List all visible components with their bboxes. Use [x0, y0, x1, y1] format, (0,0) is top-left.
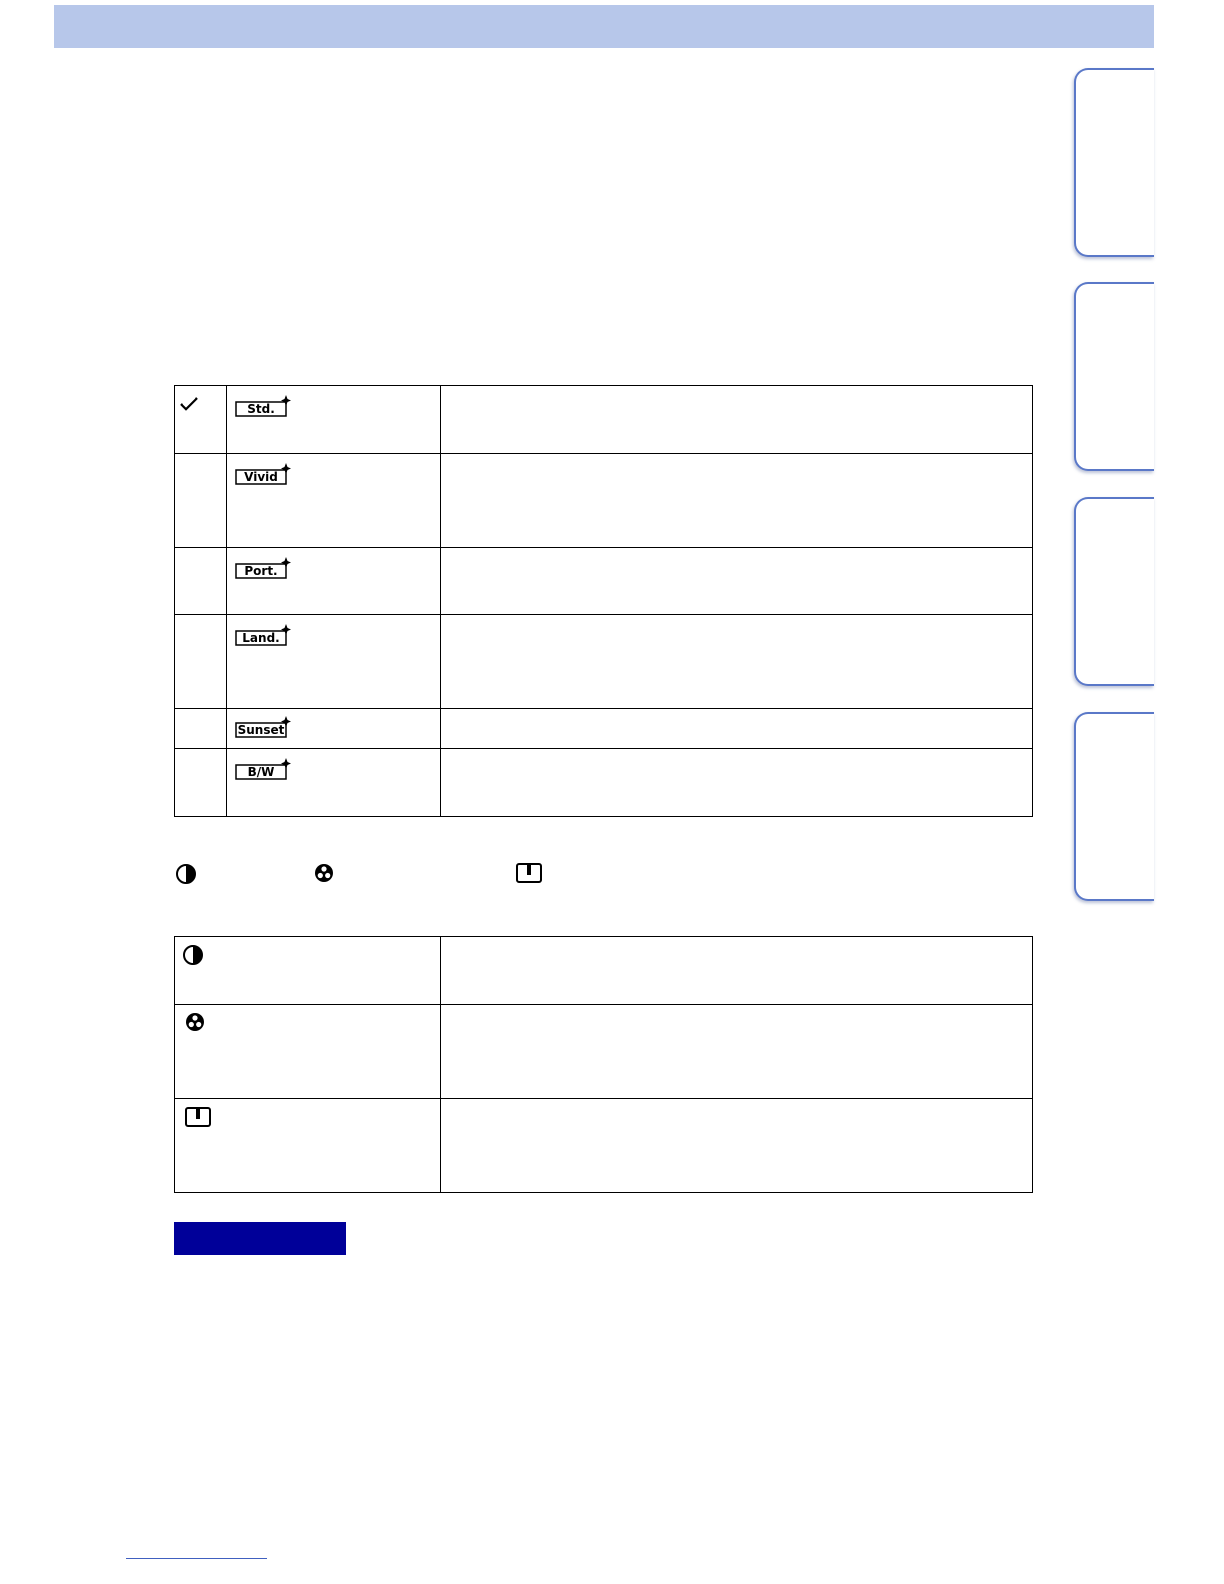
- selected-cell: [175, 386, 227, 454]
- portrait-style-icon: [235, 557, 295, 583]
- vivid-style-icon: [235, 463, 295, 489]
- sharpness-icon: [184, 1106, 212, 1128]
- creative-style-table: [174, 385, 1033, 817]
- adjustment-table: [174, 936, 1033, 1193]
- table-row: [175, 749, 1033, 817]
- selected-cell: [175, 548, 227, 615]
- description-cell: [441, 454, 1033, 548]
- note-label: [174, 1222, 346, 1255]
- side-tab-sample-photo[interactable]: [1074, 282, 1154, 471]
- selected-cell: [175, 749, 227, 817]
- std-style-icon: [235, 395, 295, 421]
- adjust-icon-cell: [175, 1099, 441, 1193]
- description-cell: [441, 386, 1033, 454]
- description-cell: [441, 937, 1033, 1005]
- style-icon-cell: [227, 709, 441, 749]
- landscape-style-icon: [235, 624, 295, 650]
- description-cell: [441, 749, 1033, 817]
- description-cell: [441, 709, 1033, 749]
- table-row: [175, 548, 1033, 615]
- table-row: [175, 1099, 1033, 1193]
- description-cell: [441, 548, 1033, 615]
- sunset-style-icon: [235, 716, 295, 742]
- description-cell: [441, 615, 1033, 709]
- adjust-icon-cell: [175, 1005, 441, 1099]
- table-row: [175, 615, 1033, 709]
- sharpness-icon: [515, 862, 543, 884]
- side-tab-menu[interactable]: [1074, 497, 1154, 686]
- table-row: [175, 454, 1033, 548]
- contrast-icon: [182, 944, 204, 966]
- description-cell: [441, 1099, 1033, 1193]
- selected-cell: [175, 709, 227, 749]
- black-white-style-icon: [235, 758, 295, 784]
- style-icon-cell: [227, 615, 441, 709]
- saturation-icon: [314, 863, 334, 883]
- side-tab-table-of-contents[interactable]: [1074, 68, 1154, 257]
- page-header-bar: [54, 5, 1154, 48]
- check-icon: [179, 396, 199, 412]
- description-cell: [441, 1005, 1033, 1099]
- svg-text:Std.: Std.: [247, 402, 275, 416]
- side-tab-index[interactable]: [1074, 712, 1154, 901]
- contrast-icon: [175, 863, 197, 885]
- table-row: [175, 386, 1033, 454]
- svg-text:Vivid: Vivid: [244, 470, 278, 484]
- table-row: [175, 937, 1033, 1005]
- style-icon-cell: [227, 386, 441, 454]
- selected-cell: [175, 615, 227, 709]
- adjust-icon-cell: [175, 937, 441, 1005]
- svg-text:B/W: B/W: [247, 765, 275, 779]
- style-icon-cell: [227, 749, 441, 817]
- svg-text:Port.: Port.: [244, 564, 278, 578]
- table-row: [175, 1005, 1033, 1099]
- table-row: [175, 709, 1033, 749]
- style-icon-cell: [227, 548, 441, 615]
- svg-text:Land.: Land.: [242, 631, 280, 645]
- svg-text:Sunset: Sunset: [237, 723, 285, 737]
- selected-cell: [175, 454, 227, 548]
- style-icon-cell: [227, 454, 441, 548]
- saturation-icon: [185, 1012, 205, 1032]
- footer-link[interactable]: [126, 1558, 267, 1559]
